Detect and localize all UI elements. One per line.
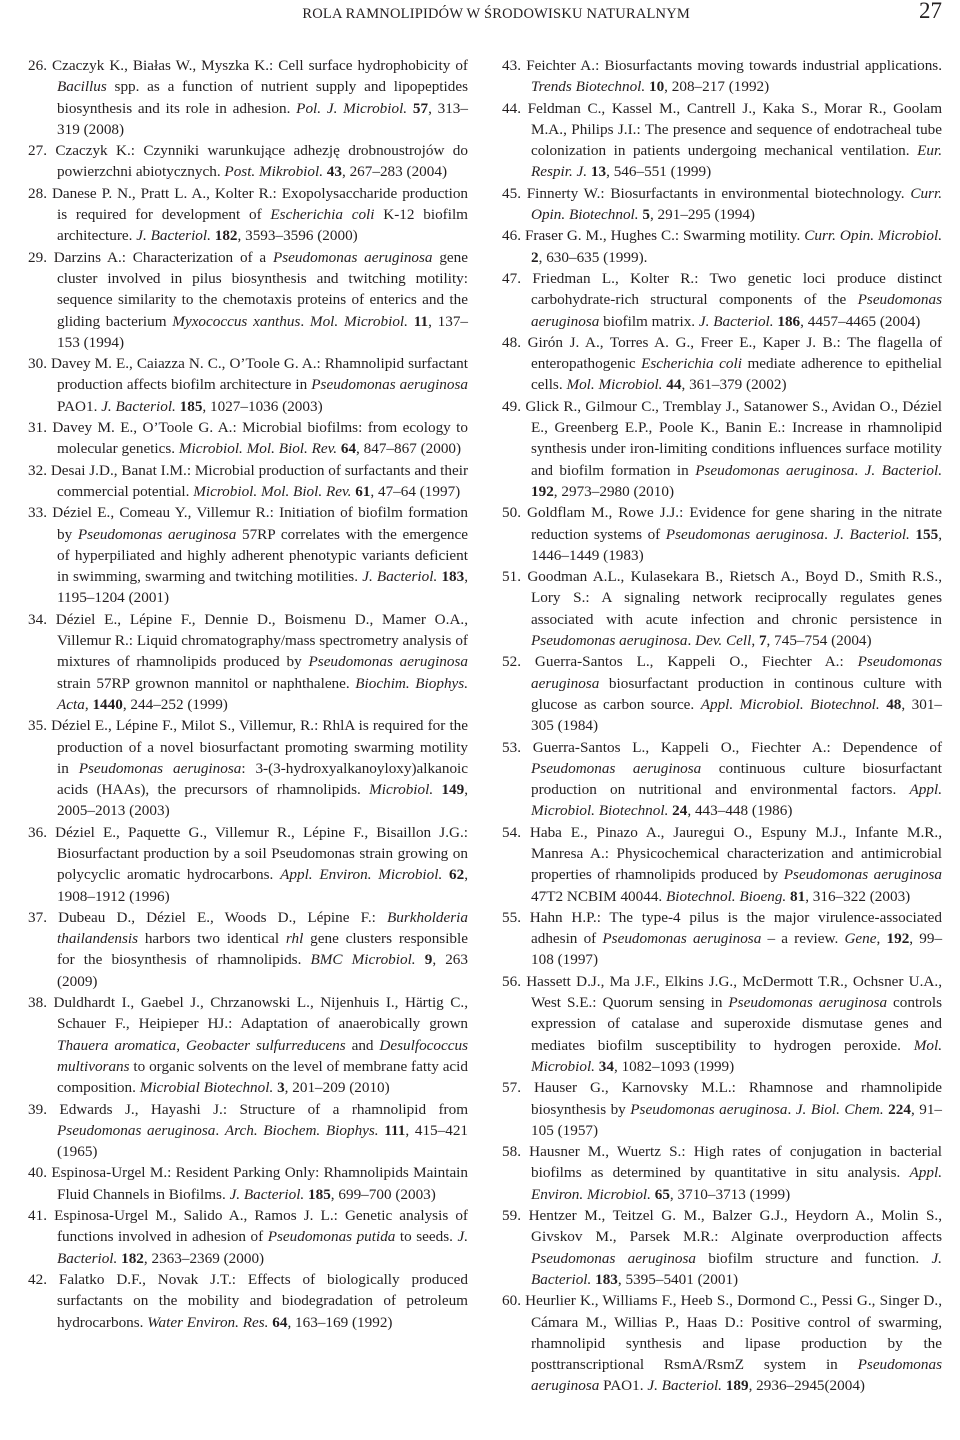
reference-text: , 99–108 (1997) (531, 930, 943, 969)
reference-text: , 361–379 (2002) (681, 376, 787, 394)
reference-text: , 2005–2013 (2003) (57, 781, 469, 820)
italic-text: Appl. Environ. Microbiol. (531, 1164, 942, 1203)
reference-text: 57RP correlates with the emergence of hyperpiliated and highly adherent phenotypic variants deficient in swimming, swarming and twitching motilities. (57, 525, 469, 586)
reference-text: , 2936–2945(2004) (748, 1377, 865, 1395)
volume-number: 34 (598, 1057, 614, 1075)
italic-text: Escherichia coli (270, 206, 375, 224)
reference-text: Desai J.D., Banat I.M.: Microbial production of surfactants and their commercial potential. (50, 461, 469, 500)
volume-number: 7 (758, 632, 767, 650)
reference-text: Czaczyk K., Białas W., Myszka K.: Cell surface hydrophobicity of (52, 57, 468, 74)
italic-text: Pseudomonas aeruginosa (783, 866, 942, 884)
reference-text: , (751, 632, 759, 650)
italic-text: Microbiol. Mol. Biol. Rev. (193, 482, 352, 500)
reference-text: , 91–105 (1957) (531, 1100, 943, 1139)
volume-number: 185 (179, 397, 203, 415)
reference-number: 35. (28, 717, 47, 735)
reference-number: 57. (502, 1079, 521, 1097)
reference-entry (28, 55, 468, 140)
reference-entry (502, 651, 942, 736)
reference-entry (502, 502, 942, 566)
italic-text: J. Bacteriol. (647, 1377, 722, 1395)
reference-number: 42. (28, 1270, 47, 1288)
reference-text: . (687, 632, 696, 650)
reference-text: . (787, 1100, 796, 1118)
reference-number: 49. (502, 397, 521, 415)
reference-text: to seeds. (395, 1228, 458, 1246)
reference-text: Dubeau D., Déziel E., Woods D., Lépine F.: (58, 908, 387, 926)
reference-text: , 1446–1449 (1983) (531, 525, 942, 564)
reference-number: 60. (502, 1292, 521, 1310)
volume-number: 149 (441, 781, 465, 799)
reference-entry (502, 1290, 942, 1396)
reference-number: 30. (28, 355, 47, 373)
reference-text: gene cluster involved in pilus biosynthesis and twitching motility: sequence similarity to the chemotaxis proteins of enterics and the gliding bacterium (57, 248, 468, 330)
running-head (0, 0, 960, 46)
reference-text: Finnerty W.: Biosurfactants in environmental biotechnology. (526, 184, 911, 202)
reference-text: biosurfactant production in continous culture with glucose as carbon source. (531, 674, 942, 713)
reference-text: continuous culture biosurfactant production on nutritional and environmental factors. (531, 759, 942, 799)
reference-entry (502, 907, 942, 971)
right-column (502, 55, 942, 1435)
reference-text: , 291–295 (1994) (649, 206, 755, 224)
italic-text: Pseudomonas aeruginosa (531, 291, 942, 330)
reference-text: PAO1. (57, 397, 102, 415)
reference-text: and (345, 1036, 380, 1054)
italic-text: J. Bacteriol. (101, 397, 176, 415)
reference-text: controls expression of catalase and superoxide dismutase genes and mediates biofilm susceptibility to hydrogen peroxide. (531, 994, 942, 1054)
italic-text: Pseudomonas aeruginosa (531, 653, 943, 692)
italic-text: Pseudomonas aeruginosa (602, 930, 762, 948)
reference-entry (502, 1077, 942, 1141)
reference-text: , 267–283 (2004) (341, 163, 448, 181)
reference-text: PAO1. (599, 1377, 648, 1395)
reference-entry (28, 183, 468, 247)
italic-text: Bacillus (57, 78, 107, 96)
italic-text: Pseudomonas aeruginosa (311, 376, 468, 394)
reference-text: Edwards J., Hayashi J.: Structure of a rhamnolipid from (59, 1100, 469, 1118)
reference-entry (28, 1205, 468, 1269)
reference-text: , 1908–1912 (1996) (57, 866, 469, 905)
volume-number: 57 (412, 99, 429, 117)
italic-text: Curr. Opin. Microbiol. (804, 227, 942, 245)
reference-text: . (300, 312, 310, 330)
reference-text: Glick R., Gilmour C., Tremblay J., Satanower S., Avidan O., Déziel E., Greenberg E.P., Poole K., Banin E.: Increase in rhamnolipid synthesis under iron-limiting conditions influences surface motility and biofilm formation in (525, 397, 943, 479)
reference-entry (502, 268, 942, 332)
reference-number: 27. (28, 142, 47, 160)
reference-entry (28, 822, 468, 907)
reference-text: Falatko D.F., Novak J.T.: Effects of biologically produced surfactants on the mobility and biodegradation of petroleum hydrocarbons. (57, 1270, 468, 1331)
reference-number: 46. (502, 227, 521, 245)
left-column (28, 55, 468, 1435)
italic-text: Microbiol. Mol. Biol. Rev. (178, 440, 338, 458)
volume-number: 192 (531, 482, 554, 500)
reference-text: , 316–322 (2003) (805, 887, 911, 905)
reference-number: 56. (502, 972, 521, 990)
italic-text: BMC Microbiol. (310, 951, 416, 969)
volume-number: 3 (277, 1079, 285, 1097)
reference-entry (502, 396, 942, 502)
italic-text: Pseudomonas aeruginosa (272, 248, 433, 266)
reference-text: – a review. (761, 930, 845, 948)
volume-number: 1440 (92, 695, 123, 713)
italic-text: Pseudomonas aeruginosa (728, 994, 888, 1012)
reference-text (416, 951, 425, 968)
reference-number: 34. (28, 610, 47, 628)
reference-text: Déziel E., Lépine F., Dennie D., Boismenu D., Mamer O.A., Villemur R.: Liquid chromatography/mass spectrometry analysis of mixtures of rhamnolipids produced by (55, 610, 469, 671)
reference-text: Heurlier K., Williams F., Heeb S., Dormond C., Pessi G., Singer D., Cámara M., Willias P., Haas D.: Positive control of swarming, rhamnolipid synthesis and lipase production by the posttranscriptional RsmA/RsmZ system in (525, 1292, 942, 1374)
reference-entry (502, 55, 942, 98)
volume-number: 186 (777, 312, 801, 330)
italic-text: J. Bacteriol. (229, 1185, 305, 1203)
italic-text: Myxococcus xanthus (172, 312, 301, 330)
reference-text: , (876, 930, 887, 948)
reference-text: Guerra-Santos L., Kappeli O., Fiechter A.: Dependence of (532, 738, 943, 756)
reference-entry (28, 715, 468, 821)
italic-text: Curr. Opin. Biotechnol. (531, 184, 942, 224)
italic-text: Mol. Microbiol. (309, 312, 408, 330)
reference-number: 39. (28, 1100, 47, 1118)
reference-text: , 201–209 (2010) (284, 1079, 390, 1097)
reference-number: 58. (502, 1143, 521, 1161)
volume-number: 192 (886, 930, 910, 948)
volume-number: 183 (595, 1270, 618, 1288)
italic-text: Eur. Respir. J. (531, 142, 942, 181)
reference-number: 26. (28, 57, 47, 74)
italic-text: Mol. Microbiol. (566, 376, 663, 394)
reference-text: Davey M. E., O’Toole G. A.: Microbial biofilms: from ecology to molecular genetics. (52, 419, 468, 458)
reference-text: K-12 biofilm architecture. (57, 206, 468, 245)
reference-text: strain 57RP grownon mannitol or naphthalene. (57, 674, 356, 692)
reference-number: 43. (502, 57, 521, 74)
reference-text: , 415–421 (1965) (57, 1121, 469, 1161)
italic-text: Pseudomonas aeruginosa (308, 653, 468, 671)
volume-number: 65 (654, 1185, 670, 1203)
volume-number: 43 (326, 163, 342, 181)
reference-entry (28, 417, 468, 460)
reference-entry (28, 907, 468, 992)
reference-text: Goodman A.L., Kulasekara B., Rietsch A., Boyd D., Smith R.S., Lory S.: A signaling network reciprocally regulates genes associated with acute infection and chronic persistence in (527, 568, 942, 628)
italic-text: rhl (285, 930, 304, 948)
reference-text: Davey M. E., Caiazza N. C., O’Toole G. A.: Rhamnolipid surfactant production affects biofilm architecture in (51, 355, 468, 394)
reference-number: 50. (502, 504, 521, 522)
reference-text: Danese P. N., Pratt L. A., Kolter R.: Exopolysaccharide production is required for development of (51, 184, 469, 224)
reference-number: 33. (28, 504, 47, 522)
reference-text: . (824, 525, 834, 543)
reference-number: 45. (502, 184, 521, 202)
italic-text: Pseudomonas aeruginosa (77, 525, 237, 543)
italic-text: Dev. Cell (695, 632, 752, 650)
volume-number: 13 (590, 163, 607, 181)
volume-number: 61 (355, 482, 371, 500)
page-number: 27 (919, 0, 942, 23)
volume-number: 62 (449, 866, 465, 884)
reference-number: 48. (502, 333, 521, 351)
italic-text: Gene (844, 930, 877, 948)
italic-text: Trends Biotechnol. (531, 78, 646, 96)
reference-number: 51. (502, 568, 521, 586)
italic-text: Biochim. Biophys. Acta (57, 674, 469, 713)
italic-text: J. Bacteriol. (531, 1249, 942, 1288)
volume-number: 183 (441, 568, 465, 586)
reference-text: harbors two identical (138, 930, 286, 948)
reference-number: 36. (28, 823, 47, 841)
reference-text: Fraser G. M., Hughes C.: Swarming motility. (524, 227, 805, 245)
reference-text: . (854, 461, 865, 479)
reference-text: , 443–448 (1986) (687, 802, 793, 820)
reference-text: , 1082–1093 (1999) (613, 1057, 735, 1075)
reference-text: Czaczyk K.: Czynniki warunkujące adhezję drobnoustrojów do powierzchni abiotycznych. (55, 142, 468, 181)
reference-text: Darzins A.: Characterization of a (53, 248, 273, 266)
italic-text: Pseudomonas aeruginosa (695, 461, 855, 479)
reference-number: 31. (28, 419, 47, 437)
reference-text: Goldflam M., Rowe J.J.: Evidence for gene sharing in the nitrate reduction systems of (526, 504, 943, 543)
reference-number: 37. (28, 908, 47, 926)
reference-number: 59. (502, 1207, 521, 1225)
reference-entry (28, 140, 468, 183)
italic-text: J. Bacteriol. (57, 1228, 469, 1267)
italic-text: Water Environ. Res. (147, 1313, 269, 1331)
reference-entry (28, 1162, 468, 1205)
reference-entry (502, 183, 942, 226)
reference-number: 44. (502, 99, 521, 117)
reference-number: 32. (28, 461, 47, 479)
reference-number: 53. (502, 738, 521, 756)
reference-entry (28, 502, 468, 608)
reference-entry (502, 98, 942, 183)
volume-number: 81 (790, 887, 806, 905)
reference-text: to organic solvents on the level of membrane fatty acid composition. (57, 1057, 468, 1097)
italic-text: Mol. Microbiol. (531, 1036, 942, 1075)
reference-text: , 1195–1204 (2001) (57, 568, 469, 607)
reference-text: Espinosa-Urgel M.: Resident Parking Only: Rhamnolipids Maintain Fluid Channels in Biofilms. (51, 1164, 468, 1203)
volume-number: 24 (672, 802, 688, 820)
reference-text: , 546–551 (1999) (606, 163, 712, 181)
reference-text: , 137–153 (1994) (57, 312, 468, 351)
reference-entry (502, 225, 942, 268)
reference-text: Hauser G., Karnovsky M.L.: Rhamnose and rhamnolipide biosynthesis by (531, 1079, 943, 1118)
reference-entry (28, 247, 468, 353)
italic-text: Desulfococcus multivorans (57, 1036, 468, 1075)
volume-number: 182 (214, 227, 238, 245)
reference-number: 28. (28, 184, 47, 202)
italic-text: J. Bacteriol. (362, 568, 438, 586)
italic-text: Arch. Biochem. Biophys. (224, 1121, 379, 1139)
italic-text: Biotechnol. Bioeng. (666, 887, 787, 905)
reference-number: 29. (28, 248, 47, 266)
reference-entry (502, 1141, 942, 1205)
reference-text: Feichter A.: Biosurfactants moving towards industrial applications. (526, 57, 943, 74)
italic-text: Thauera aromatica (57, 1036, 177, 1054)
reference-text: , 4457–4465 (2004) (800, 312, 921, 330)
reference-text: . (215, 1121, 225, 1139)
italic-text: Pseudomonas aeruginosa (531, 1249, 696, 1267)
reference-text: Hausner M., Wuertz S.: High rates of conjugation in bacterial biofilms as determined by quantitative in situ analysis. (529, 1143, 942, 1182)
italic-text: J. Biol. Chem. (795, 1100, 884, 1118)
volume-number: 224 (888, 1100, 911, 1118)
italic-text: J. Bacteriol. (864, 461, 942, 479)
reference-text: Hentzer M., Teitzel G. M., Balzer G.J., Heydorn A., Molin S., Givskov M., Parsek M.R.: Alginate overproduction affects (528, 1207, 943, 1246)
reference-text: , 630–635 (1999). (538, 248, 648, 266)
volume-number: 5 (642, 206, 650, 224)
reference-text: , 3593–3596 (2000) (237, 227, 358, 245)
reference-text: , 47–64 (1997) (370, 482, 461, 500)
reference-number: 52. (502, 653, 521, 671)
italic-text: Pseudomonas aeruginosa (57, 1121, 216, 1139)
volume-number: 189 (725, 1377, 749, 1395)
italic-text: Microbiol. (369, 781, 434, 799)
reference-number: 40. (28, 1164, 47, 1182)
reference-columns (28, 55, 942, 1435)
reference-text: , 699–700 (2003) (330, 1185, 436, 1203)
reference-text: Déziel E., Lépine F., Milot S., Villemur, R.: RhlA is required for the production of a novel biosurfactant promoting swarming motility in (51, 717, 468, 777)
italic-text: Appl. Microbiol. Biotechnol. (700, 695, 880, 713)
reference-text: Hahn H.P.: The type-4 pilus is the major virulence-associated adhesin of (529, 908, 942, 948)
reference-entry (502, 1205, 942, 1290)
reference-entry (28, 992, 468, 1098)
reference-text: Duldhardt I., Gaebel J., Chrzanowski L., Nijenhuis I., Härtig C., Schauer F., Heipieper HJ.: Adaptation of anaerobically grown (53, 994, 469, 1033)
reference-text: mediate adherence to epithelial cells. (531, 355, 942, 394)
reference-text: , (84, 695, 93, 713)
reference-text: biofilm structure and function. (695, 1249, 932, 1267)
reference-entry (502, 737, 942, 822)
reference-entry (502, 971, 942, 1077)
volume-number: 64 (272, 1313, 288, 1331)
italic-text: Microbial Biotechnol. (139, 1079, 274, 1097)
reference-text: , 2973–2980 (2010) (553, 482, 675, 500)
reference-entry (28, 1269, 468, 1333)
volume-number: 44 (666, 376, 682, 394)
volume-number: 10 (648, 78, 665, 96)
volume-number: 48 (886, 695, 902, 713)
reference-text: , 313–319 (2008) (57, 99, 468, 138)
reference-entry (502, 822, 942, 907)
italic-text: Pol. J. Microbiol. (296, 99, 408, 117)
reference-text: Déziel E., Paquette G., Villemur R., Lépine F., Bisaillon J.G.: Biosurfactant production by a soil Pseudomonas strain growing on polycyclic aromatic hydrocarbons. (55, 823, 469, 884)
reference-text: , 263 (2009) (57, 951, 468, 990)
volume-number: 2 (531, 248, 539, 266)
volume-number: 185 (308, 1185, 331, 1203)
reference-text: Friedman L., Kolter R.: Two genetic loci produce distinct carbohydrate-rich structural components of the (531, 269, 942, 309)
volume-number: 182 (121, 1249, 144, 1267)
running-title: ROLA RAMNOLIPIDÓW W ŚRODOWISKU NATURALNYM (302, 6, 690, 22)
italic-text: J. Bacteriol. (698, 312, 774, 330)
reference-text: Haba E., Pinazo A., Jauregui O., Espuny M.J., Infante M.R., Manresa A.: Physicochemical characterization and antimicrobial properties of rhamnolipids produced by (529, 823, 943, 884)
reference-number: 55. (502, 908, 521, 926)
italic-text: Pseudomonas aeruginosa (531, 759, 702, 777)
italic-text: Pseudomonas aeruginosa (630, 1100, 788, 1118)
reference-text: , 745–754 (2004) (766, 632, 872, 650)
reference-text: Guerra-Santos L., Kappeli O., Fiechter A.: (534, 653, 858, 671)
italic-text: Post. Mikrobiol. (224, 163, 323, 181)
italic-text: J. Bacteriol. (136, 227, 211, 245)
reference-text: gene clusters responsible for the biosynthesis of rhamnolipids. (57, 930, 468, 969)
reference-entry (502, 332, 942, 396)
italic-text: Pseudomonas aeruginosa (531, 632, 688, 650)
reference-text: Hassett D.J., Ma J.F., Elkins J.G., McDermott T.R., Ochsner U.A., West S.E.: Quorum sensing in (526, 972, 942, 1012)
italic-text: Appl. Environ. Microbiol. (280, 866, 443, 884)
reference-text: , 301–305 (1984) (531, 695, 943, 735)
reference-entry (502, 566, 942, 651)
italic-text: Pseudomonas aeruginosa (78, 759, 242, 777)
reference-text: : 3-(3-hydroxyalkanoyloxy)alkanoic acids (HAAs), the precursors of rhamnolipids. (57, 759, 468, 799)
reference-text: Feldman C., Kassel M., Cantrell J., Kaka S., Morar R., Goolam M.A., Philips J.I.: The presence and sequence of endotracheal tube colonization in patients undergoing mechanical ventilation. (527, 99, 943, 160)
reference-entry (28, 1099, 468, 1163)
reference-text: , (176, 1036, 186, 1054)
reference-text: , 2363–2369 (2000) (143, 1249, 265, 1267)
reference-text: , 244–252 (1999) (122, 695, 228, 713)
italic-text: Pseudomonas putida (267, 1228, 396, 1246)
italic-text: Pseudomonas aeruginosa (665, 525, 825, 543)
reference-text: , 163–169 (1992) (287, 1313, 393, 1331)
reference-text: Girón J. A., Torres A. G., Freer E., Kaper J. B.: The flagella of enteropathogenic (527, 333, 943, 373)
reference-entry (28, 460, 468, 503)
italic-text: Burkholderia thailandensis (57, 908, 468, 948)
reference-text: spp. as a function of nutrient supply and lipopeptides biosynthesis and its role in adhesion. (57, 78, 468, 117)
italic-text: Geobacter sulfurreducens (185, 1036, 346, 1054)
volume-number: 11 (413, 312, 429, 330)
volume-number: 111 (384, 1121, 406, 1139)
reference-text: , 5395–5401 (2001) (617, 1270, 739, 1288)
volume-number: 64 (340, 440, 357, 458)
reference-text: , 1027–1036 (2003) (202, 397, 323, 415)
reference-number: 41. (28, 1207, 47, 1225)
reference-text: biofilm matrix. (599, 312, 699, 330)
reference-number: 54. (502, 823, 521, 841)
reference-text: , 208–217 (1992) (664, 78, 770, 96)
reference-number: 38. (28, 994, 47, 1012)
volume-number: 155 (915, 525, 939, 543)
reference-number: 47. (502, 269, 521, 287)
reference-text: Déziel E., Comeau Y., Villemur R.: Initiation of biofilm formation by (52, 504, 468, 543)
italic-text: Pseudomonas aeruginosa (531, 1356, 942, 1395)
reference-entry (28, 353, 468, 417)
italic-text: Appl. Microbiol. Biotechnol. (531, 781, 942, 820)
italic-text: J. Bacteriol. (833, 525, 910, 543)
reference-entry (28, 609, 468, 715)
reference-text: , 847–867 (2000) (356, 440, 462, 458)
reference-text: , 3710–3713 (1999) (669, 1185, 791, 1203)
volume-number: 9 (424, 951, 433, 969)
italic-text: Escherichia coli (641, 355, 742, 373)
reference-text: Espinosa-Urgel M., Salido A., Ramos J. L.: Genetic analysis of functions involved in adhesion of (54, 1207, 468, 1246)
reference-text: 47T2 NCBIM 40044. (531, 887, 667, 905)
